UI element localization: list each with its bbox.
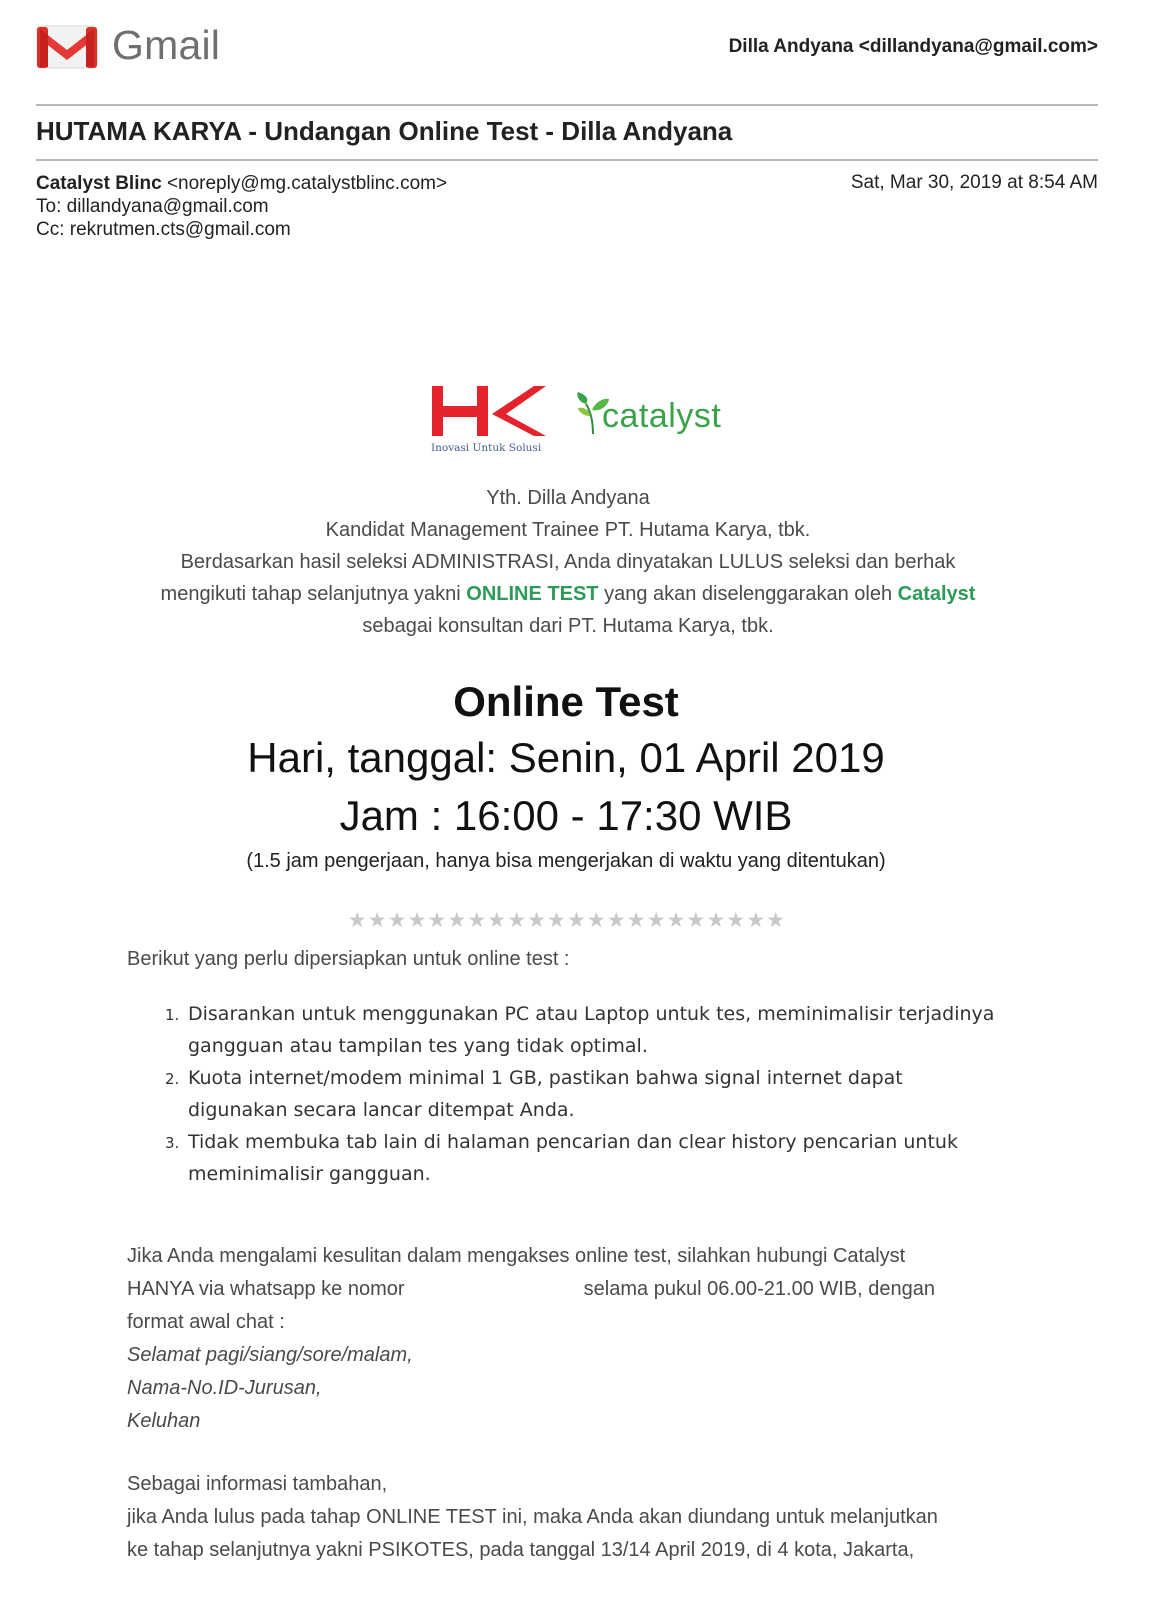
gmail-logo[interactable] (36, 22, 220, 69)
list-item-line: Disarankan untuk menggunakan PC atau Laptop untuk tes, meminimalisir terjadinya (188, 1003, 995, 1025)
list-item (127, 1126, 1007, 1190)
list-item-number: 1. (165, 1006, 180, 1024)
contact-paragraph (127, 1240, 1007, 1438)
contact-line-1: Jika Anda mengalami kesulitan dalam mengakses online test, silahkan hubungi Catalyst (127, 1245, 906, 1267)
preparation-title: Berikut yang perlu dipersiapkan untuk online test : (127, 948, 570, 970)
account-identity: Dilla Andyana <dillandyana@gmail.com> (728, 36, 1098, 57)
test-title: Online Test (453, 678, 679, 725)
email-meta (36, 172, 447, 241)
test-duration-note: (1.5 jam pengerjaan, hanya bisa mengerjakan di waktu yang ditentukan) (246, 850, 886, 872)
redacted-phone-number (410, 1281, 578, 1299)
list-item-line: gangguan atau tampilan tes yang tidak optimal. (188, 1035, 648, 1057)
contact-line-2-text-a: HANYA via whatsapp ke nomor (127, 1278, 405, 1300)
intro-line-2 (110, 578, 1026, 610)
list-item (127, 998, 1007, 1062)
additional-info (127, 1468, 1027, 1567)
list-item-line: Kuota internet/modem minimal 1 GB, pastikan bahwa signal internet dapat (188, 1067, 903, 1089)
test-time: Jam : 16:00 - 17:30 WIB (339, 792, 793, 839)
list-item-line: Tidak membuka tab lain di halaman pencarian dan clear history pencarian untuk (188, 1131, 958, 1153)
email-subject: HUTAMA KARYA - Undangan Online Test - Dilla Andyana (36, 116, 733, 146)
contact-line-2 (127, 1273, 1007, 1306)
hutama-karya-logo (430, 384, 548, 440)
sender-email: <noreply@mg.catalystblinc.com> (166, 173, 448, 194)
email-date: Sat, Mar 30, 2019 at 8:54 AM (850, 172, 1098, 193)
intro-paragraph (110, 482, 1026, 642)
additional-info-line-1: Sebagai informasi tambahan, (127, 1473, 388, 1495)
catalyst-logo (576, 392, 721, 436)
sender-name: Catalyst Blinc (36, 173, 162, 194)
hk-tagline: Inovasi Untuk Solusi (431, 442, 542, 454)
chat-format-greeting: Selamat pagi/siang/sore/malam, (127, 1344, 413, 1366)
catalyst-highlight: Catalyst (897, 583, 976, 605)
list-item (127, 1062, 1007, 1126)
list-item-line: digunakan secara lancar ditempat Anda. (188, 1099, 575, 1121)
gmail-wordmark: Gmail (112, 22, 221, 68)
intro-line-1: Berdasarkan hasil seleksi ADMINISTRASI, Anda dinyatakan LULUS seleksi dan berhak (180, 551, 956, 573)
sender-line (36, 172, 447, 195)
star-divider: ★★★★★★★★★★★★★★★★★★★★★★ (347, 909, 787, 932)
list-item-number: 2. (165, 1070, 180, 1088)
intro-line-3: sebagai konsultan dari PT. Hutama Karya, tbk. (362, 615, 774, 637)
candidate-role: Kandidat Management Trainee PT. Hutama Karya, tbk. (325, 519, 811, 541)
gmail-envelope-icon (36, 23, 98, 69)
contact-line-2-text-b: selama pukul 06.00-21.00 WIB, dengan (583, 1278, 936, 1300)
additional-info-line-2: jika Anda lulus pada tahap ONLINE TEST ini, maka Anda akan diundang untuk melanjutkan (127, 1506, 938, 1528)
list-item-number: 3. (165, 1134, 180, 1152)
to-line: To: dillandyana@gmail.com (36, 196, 269, 217)
test-date: Hari, tanggal: Senin, 01 April 2019 (247, 734, 885, 781)
chat-format-complaint: Keluhan (127, 1410, 201, 1432)
greeting: Yth. Dilla Andyana (486, 487, 650, 509)
additional-info-line-3: ke tahap selanjutnya yakni PSIKOTES, pada tanggal 13/14 April 2019, di 4 kota, Jakarta, (127, 1539, 915, 1561)
chat-format-identity: Nama-No.ID-Jurusan, (127, 1377, 322, 1399)
preparation-list (127, 998, 1007, 1190)
catalyst-wordmark: catalyst (602, 397, 722, 435)
intro-line-2-text-a: mengikuti tahap selanjutnya yakni (160, 583, 467, 605)
subject-divider (36, 159, 1098, 161)
cc-line: Cc: rekrutmen.cts@gmail.com (36, 219, 291, 240)
contact-line-3: format awal chat : (127, 1311, 285, 1333)
header-divider (36, 104, 1098, 106)
online-test-highlight: ONLINE TEST (466, 583, 599, 605)
list-item-line: meminimalisir gangguan. (188, 1163, 431, 1185)
intro-line-2-text-b: yang akan diselenggarakan oleh (598, 583, 898, 605)
